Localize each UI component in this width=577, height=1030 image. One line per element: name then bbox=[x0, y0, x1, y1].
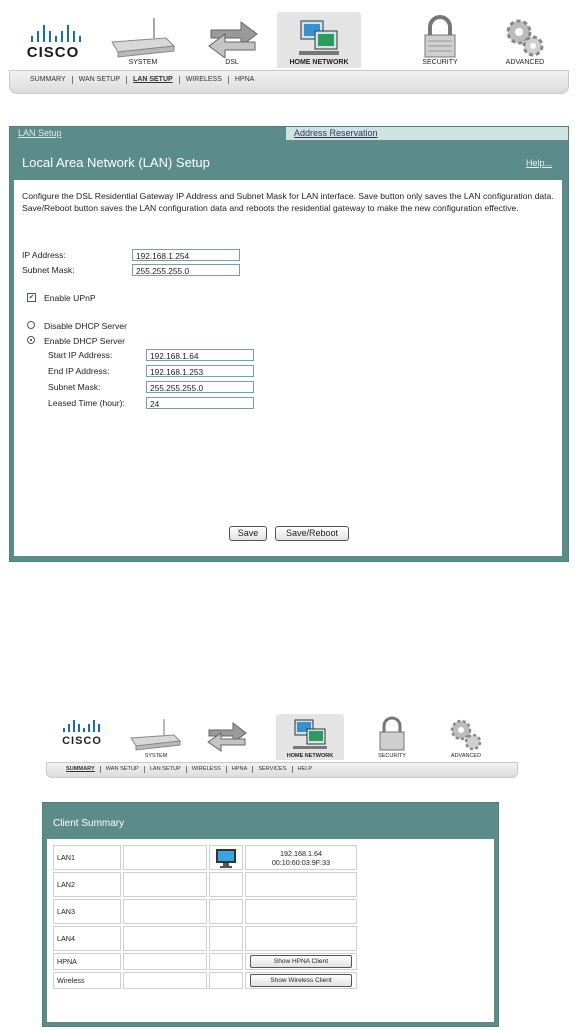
subnav2-wireless[interactable]: WIRELESS bbox=[187, 766, 227, 773]
nav-security-label: SECURITY bbox=[422, 59, 458, 66]
empty-cell bbox=[245, 899, 357, 924]
nav-advanced[interactable] bbox=[489, 12, 561, 68]
subnav2-hpna[interactable]: HPNA bbox=[227, 766, 254, 773]
nav-dsl[interactable] bbox=[195, 12, 269, 68]
show-hpna-client-button[interactable]: Show HPNA Client bbox=[250, 955, 352, 968]
help-link[interactable]: Help... bbox=[525, 158, 552, 168]
lan-header bbox=[10, 143, 568, 179]
empty-cell bbox=[245, 926, 357, 951]
disable-dhcp-label: Disable DHCP Server bbox=[44, 321, 127, 331]
port-cell: HPNA bbox=[53, 953, 121, 970]
cisco-bars-icon bbox=[29, 24, 79, 42]
computers-icon-2 bbox=[290, 717, 330, 751]
cisco-wordmark: CISCO bbox=[26, 44, 80, 61]
port-cell: LAN3 bbox=[53, 899, 121, 924]
empty-cell bbox=[123, 953, 207, 970]
client-summary-title: Client Summary bbox=[53, 818, 125, 829]
empty-cell bbox=[245, 872, 357, 897]
port-cell: LAN4 bbox=[53, 926, 121, 951]
monitor-icon bbox=[214, 847, 238, 869]
subnav-wan-setup[interactable]: WAN SETUP bbox=[73, 76, 127, 84]
client-summary-body bbox=[47, 839, 494, 1022]
lan-setup-panel bbox=[9, 126, 569, 562]
nav2-security-label: SECURITY bbox=[378, 753, 406, 759]
upnp-checkbox[interactable]: ✔ bbox=[28, 294, 35, 301]
table-row bbox=[53, 872, 357, 897]
padlock-icon bbox=[420, 15, 460, 59]
client-ip: 192.168.1.64 bbox=[280, 848, 322, 858]
table-row bbox=[53, 899, 357, 924]
show-wireless-client-button[interactable]: Show Wireless Client bbox=[250, 974, 352, 987]
disable-dhcp-radio[interactable] bbox=[27, 321, 35, 329]
empty-cell bbox=[123, 926, 207, 951]
nav-system[interactable] bbox=[105, 12, 181, 68]
nav-security[interactable] bbox=[403, 12, 477, 68]
save-reboot-button[interactable]: Save/Reboot bbox=[275, 526, 349, 541]
button-cell bbox=[245, 953, 357, 970]
router-icon bbox=[108, 16, 178, 58]
empty-cell bbox=[123, 845, 207, 870]
page-title: Local Area Network (LAN) Setup bbox=[22, 155, 210, 170]
gears-icon bbox=[503, 16, 547, 58]
nav-dsl-label: DSL bbox=[225, 59, 239, 66]
computers-icon bbox=[295, 17, 343, 57]
port-cell: Wireless bbox=[53, 972, 121, 989]
empty-cell bbox=[123, 872, 207, 897]
port-cell: LAN2 bbox=[53, 872, 121, 897]
nav2-dsl[interactable] bbox=[198, 714, 256, 760]
enable-dhcp-label: Enable DHCP Server bbox=[44, 336, 126, 346]
nav-system-label: SYSTEM bbox=[128, 59, 158, 66]
table-row bbox=[53, 845, 357, 870]
nav2-advanced-label: ADVANCED bbox=[450, 753, 482, 759]
subnav-wireless[interactable]: WIRELESS bbox=[180, 76, 229, 84]
router-icon-2 bbox=[128, 717, 184, 751]
empty-cell bbox=[209, 972, 243, 989]
lan-tabs bbox=[10, 127, 568, 140]
ip-address-label: IP Address: bbox=[22, 250, 66, 260]
subnav-lan-setup[interactable]: LAN SETUP bbox=[127, 76, 180, 84]
sub-navigation bbox=[9, 70, 569, 94]
empty-cell bbox=[123, 899, 207, 924]
empty-cell bbox=[209, 872, 243, 897]
empty-cell bbox=[209, 953, 243, 970]
gears-icon-2 bbox=[448, 717, 484, 751]
subnet-mask-label: Subnet Mask: bbox=[22, 265, 75, 275]
tab-address-reservation[interactable]: Address Reservation bbox=[286, 127, 568, 140]
top-navigation-2 bbox=[46, 714, 516, 780]
table-row bbox=[53, 953, 357, 970]
exchange-arrows-icon-2 bbox=[203, 720, 251, 752]
empty-cell bbox=[123, 972, 207, 989]
subnav2-wan-setup[interactable]: WAN SETUP bbox=[101, 766, 145, 773]
subnav-summary[interactable]: SUMMARY bbox=[24, 76, 73, 84]
nav2-advanced[interactable] bbox=[434, 714, 498, 760]
tab-lan-setup[interactable]: LAN Setup bbox=[10, 127, 286, 140]
empty-cell bbox=[209, 926, 243, 951]
subnet-mask-input[interactable]: 255.255.255.0 bbox=[132, 264, 240, 276]
subnav2-summary[interactable]: SUMMARY bbox=[61, 766, 101, 773]
upnp-label: Enable UPnP bbox=[44, 293, 96, 303]
start-ip-label: Start IP Address: bbox=[48, 350, 113, 360]
ip-address-input[interactable]: 192.168.1.254 bbox=[132, 249, 240, 261]
nav-home-network-label: HOME NETWORK bbox=[289, 59, 349, 66]
nav2-home-network[interactable] bbox=[276, 714, 344, 760]
sub-navigation-2 bbox=[46, 762, 518, 778]
subnav2-help[interactable]: HELP bbox=[297, 766, 313, 772]
nav2-system-label: SYSTEM bbox=[144, 753, 168, 759]
button-cell bbox=[245, 972, 357, 989]
cisco-bars-icon-2 bbox=[62, 720, 102, 732]
cisco-logo bbox=[23, 22, 85, 62]
leased-time-input[interactable]: 24 bbox=[146, 397, 254, 409]
subnav2-services[interactable]: SERVICES bbox=[253, 766, 292, 773]
subnav-hpna[interactable]: HPNA bbox=[234, 76, 255, 83]
dhcp-subnet-mask-label: Subnet Mask: bbox=[48, 382, 101, 392]
port-cell: LAN1 bbox=[53, 845, 121, 870]
cisco-wordmark-2: CISCO bbox=[62, 735, 102, 747]
end-ip-label: End IP Address: bbox=[48, 366, 110, 376]
nav2-security[interactable] bbox=[362, 714, 422, 760]
subnav2-lan-setup[interactable]: LAN SETUP bbox=[145, 766, 187, 773]
empty-cell bbox=[209, 899, 243, 924]
nav2-home-network-label: HOME NETWORK bbox=[286, 753, 334, 759]
padlock-icon-2 bbox=[376, 716, 408, 752]
exchange-arrows-icon bbox=[203, 18, 263, 58]
save-button[interactable]: Save bbox=[229, 526, 267, 541]
client-table bbox=[51, 843, 359, 991]
nav-advanced-label: ADVANCED bbox=[505, 59, 545, 66]
enable-dhcp-radio[interactable] bbox=[27, 336, 35, 344]
nav2-system[interactable] bbox=[126, 714, 186, 760]
lan-description: Configure the DSL Residential Gateway IP Address and Subnet Mask for LAN interface. Save button only saves the LAN configuration data. Save/Reboot button saves the LAN configuration data and reboots the residential gateway to make the new configuration effective. bbox=[22, 191, 554, 213]
table-row bbox=[53, 972, 357, 989]
client-info-cell bbox=[245, 845, 357, 870]
dhcp-subnet-mask-input[interactable]: 255.255.255.0 bbox=[146, 381, 254, 393]
lan-form bbox=[14, 180, 562, 556]
client-mac: 00:10:60:03:9F:33 bbox=[271, 857, 331, 867]
end-ip-input[interactable]: 192.168.1.253 bbox=[146, 365, 254, 377]
client-summary-panel bbox=[42, 802, 499, 1027]
cisco-logo-2 bbox=[60, 720, 104, 750]
start-ip-input[interactable]: 192.168.1.64 bbox=[146, 349, 254, 361]
table-row bbox=[53, 926, 357, 951]
nav-home-network[interactable] bbox=[277, 12, 361, 68]
monitor-cell bbox=[209, 845, 243, 870]
leased-time-label: Leased Time (hour): bbox=[48, 398, 125, 408]
top-navigation bbox=[9, 12, 569, 97]
